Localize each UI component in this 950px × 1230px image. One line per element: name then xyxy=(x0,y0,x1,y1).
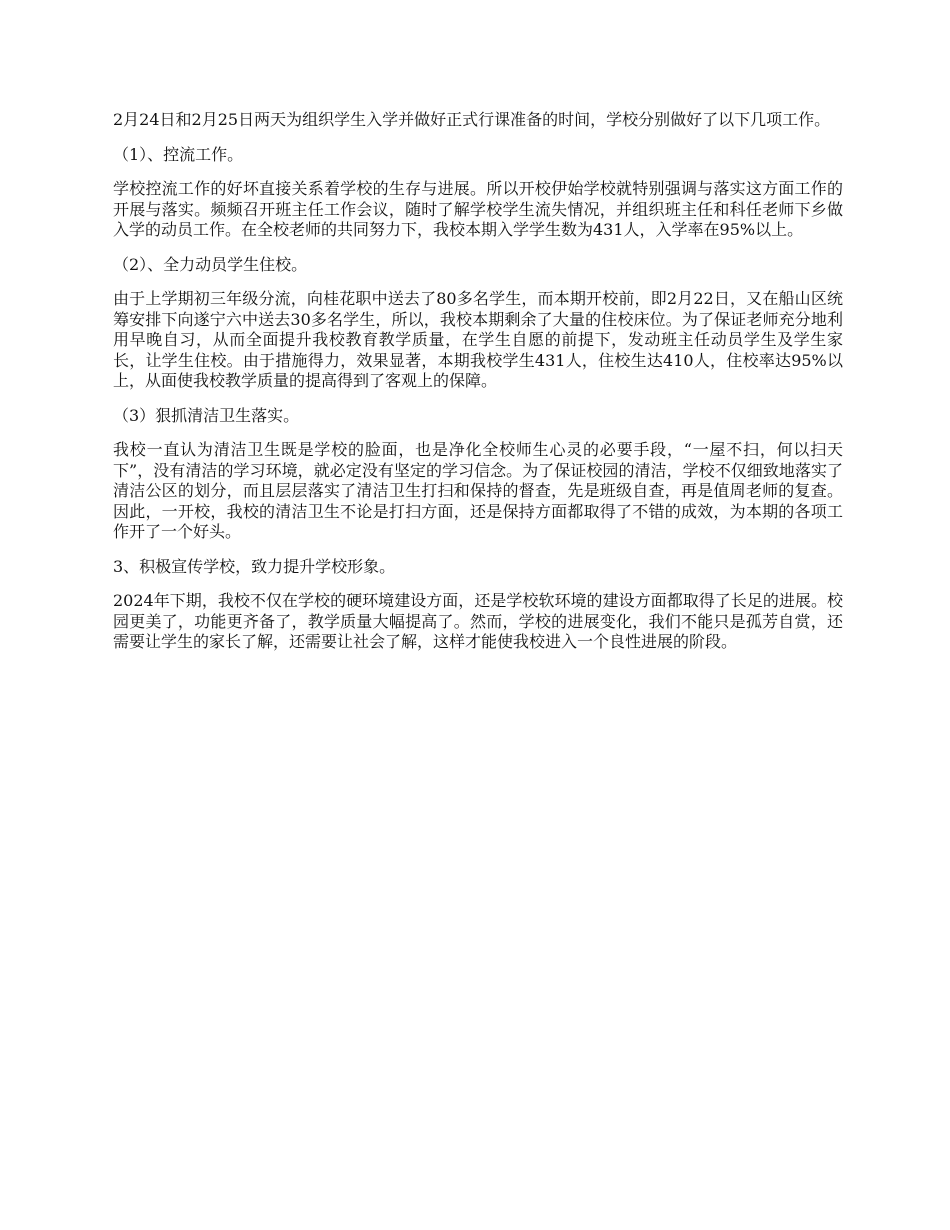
section-heading-flow-control: （1）、控流工作。 xyxy=(113,144,244,164)
section-heading-cleaning: （3）狠抓清洁卫生落实。 xyxy=(113,405,300,425)
section-heading-boarding: （2）、全力动员学生住校。 xyxy=(113,254,308,274)
cleaning-paragraph: 我校一直认为清洁卫生既是学校的脸面，也是净化全校师生心灵的必要手段，“一屋不扫，何以扫天下”，没有清洁的学习环境，就必定没有坚定的学习信念。为了保证校园的清洁，学校不仅细致地落实了清洁公区的划分，而且层层落实了清洁卫生打扫和保持的督查，先是班级自查，再是值周老师的复查。因此，一开校，我校的清洁卫生不论是打扫方面，还是保持方面都取得了不错的成效，为本期的各项工作开了一个好头。 xyxy=(113,440,843,541)
intro-paragraph: 2月24日和2月25日两天为组织学生入学并做好正式行课准备的时间，学校分别做好了以下几项工作。 xyxy=(113,110,831,129)
flow-control-paragraph: 学校控流工作的好坏直接关系着学校的生存与进展。所以开校伊始学校就特别强调与落实这方面工作的开展与落实。频频召开班主任工作会议，随时了解学校学生流失情况，并组织班主任和科任老师下乡做入学的动员工作。在全校老师的共同努力下，我校本期入学学生数为431人，入学率在95%以上。 xyxy=(113,179,843,239)
boarding-paragraph: 由于上学期初三年级分流，向桂花职中送去了80多名学生，而本期开校前，即2月22日，又在船山区统筹安排下向遂宁六中送去30多名学生，所以，我校本期剩余了大量的住校床位。为了保证老师充分地利用早晚自习，从而全面提升我校教育教学质量，在学生自愿的前提下，发动班主任动员学生及学生家长，让学生住校。由于措施得力，效果显著，本期我校学生431人，住校生达410人，住校率达95%以上，从面使我校教学质量的提高得到了客观上的保障。 xyxy=(113,289,843,390)
section-heading-promotion: 3、积极宣传学校，致力提升学校形象。 xyxy=(113,556,396,576)
promotion-paragraph: 2024年下期，我校不仅在学校的硬环境建设方面，还是学校软环境的建设方面都取得了长足的进展。校园更美了，功能更齐备了，教学质量大幅提高了。然而，学校的进展变化，我们不能只是孤芳自赏，还需要让学生的家长了解，还需要让社会了解，这样才能使我校进入一个良性进展的阶段。 xyxy=(113,591,843,651)
document-page xyxy=(113,110,843,667)
